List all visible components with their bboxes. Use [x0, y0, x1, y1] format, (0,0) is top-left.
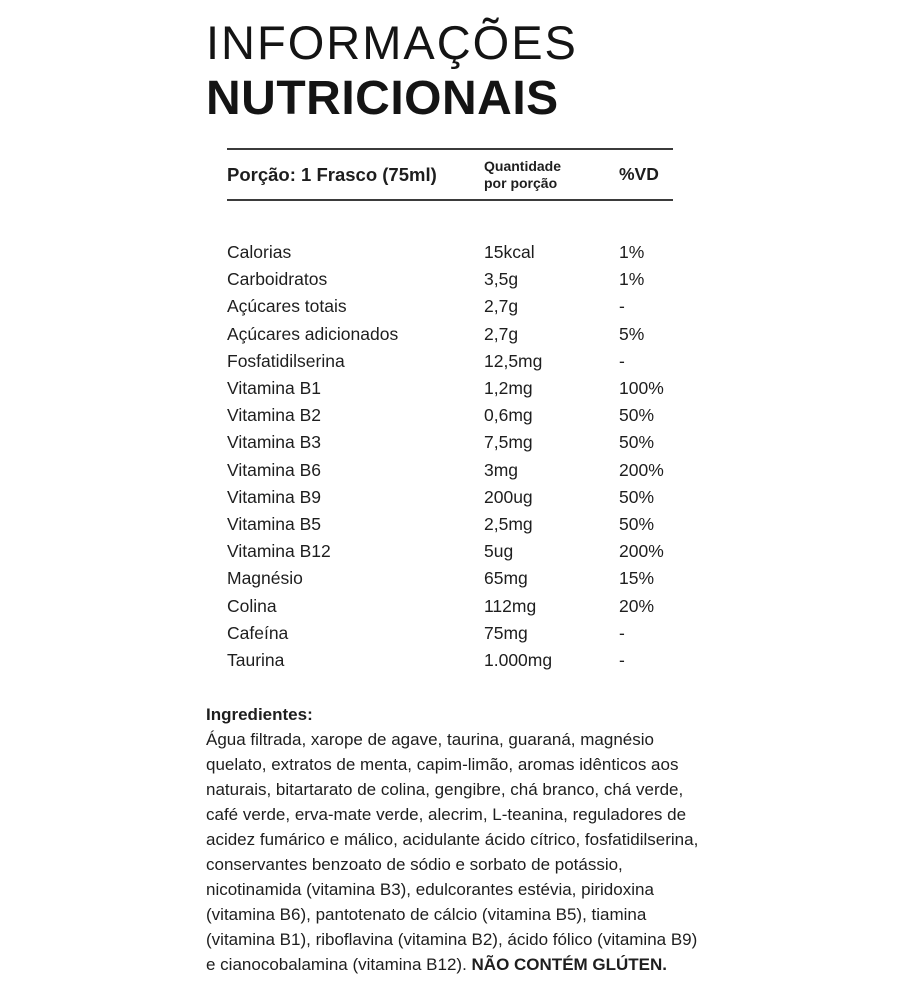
nutrient-daily-value: 5% — [619, 323, 645, 344]
nutrient-quantity: 1.000mg — [484, 649, 553, 670]
nutrient-daily-value: 1% — [619, 242, 645, 263]
nutrient-daily-value: - — [619, 350, 625, 371]
nutrient-name: Magnésio — [227, 568, 303, 589]
table-row — [227, 402, 673, 429]
nutrient-daily-value: 50% — [619, 432, 655, 453]
nutrient-daily-value: 200% — [619, 541, 664, 562]
table-header — [227, 148, 673, 201]
nutrient-daily-value: 50% — [619, 486, 655, 507]
nutrient-quantity: 1,2mg — [484, 378, 533, 399]
nutrient-daily-value: 100% — [619, 378, 664, 399]
nutrient-name: Vitamina B3 — [227, 432, 322, 453]
table-row — [227, 293, 673, 320]
table-row — [227, 375, 673, 402]
nutrient-quantity: 2,5mg — [484, 513, 533, 534]
nutrient-daily-value: - — [619, 622, 625, 643]
nutrient-name: Calorias — [227, 242, 292, 263]
nutrient-name: Açúcares totais — [227, 296, 347, 317]
nutrient-name: Cafeína — [227, 622, 289, 643]
table-row — [227, 620, 673, 647]
table-row — [227, 321, 673, 348]
ingredients-text: Água filtrada, xarope de agave, taurina, guaraná, magnésio quelato, extratos de menta, capim-limão, aromas idênticos aos naturais, bitartarato de colina, gengibre, chá branco, chá verde, café verde, erva-mate verde, alecrim, L-teanina, reguladores de acidez fumárico e málico, acidulante ácido cítrico, fosfatidilserina, conservantes benzoato de sódio e sorbato de potássio, nicotinamida (vitamina B3), edulcorantes estévia, piridoxina (vitamina B6), pantotenato de cálcio (vitamina B5), tiamina (vitamina B1), riboflavina (vitamina B2), ácido fólico (vitamina B9) e cianocobalamina (vitamina B12). — [206, 730, 699, 974]
nutrient-daily-value: 50% — [619, 513, 655, 534]
nutrient-daily-value: 1% — [619, 269, 645, 290]
label-content — [206, 15, 703, 977]
nutrient-name: Vitamina B6 — [227, 459, 322, 480]
table-row — [227, 565, 673, 592]
nutrient-name: Açúcares adicionados — [227, 323, 399, 344]
nutrient-daily-value: 200% — [619, 459, 664, 480]
ingredients-paragraph — [206, 727, 703, 977]
quantity-column-header — [484, 158, 619, 191]
nutrient-daily-value: - — [619, 296, 625, 317]
nutrient-quantity: 12,5mg — [484, 350, 543, 371]
nutrient-quantity: 2,7g — [484, 323, 519, 344]
table-row — [227, 592, 673, 619]
nutrient-quantity: 75mg — [484, 622, 528, 643]
nutrient-name: Vitamina B1 — [227, 378, 322, 399]
nutrient-daily-value: - — [619, 649, 625, 670]
nutrient-quantity: 3mg — [484, 459, 519, 480]
nutrient-quantity: 0,6mg — [484, 405, 533, 426]
nutrient-quantity: 3,5g — [484, 269, 519, 290]
nutrient-name: Vitamina B9 — [227, 486, 322, 507]
table-row — [227, 429, 673, 456]
table-row — [227, 239, 673, 266]
table-row — [227, 647, 673, 674]
quantity-header-line-2: por porção — [484, 174, 558, 191]
nutrient-name: Colina — [227, 595, 277, 616]
nutrient-quantity: 65mg — [484, 568, 528, 589]
table-row — [227, 457, 673, 484]
nutrient-name: Carboidratos — [227, 269, 328, 290]
nutrient-daily-value: 20% — [619, 595, 655, 616]
nutrient-name: Vitamina B2 — [227, 405, 322, 426]
table-row — [227, 266, 673, 293]
title-line-1: INFORMAÇÕES — [206, 16, 578, 69]
title-line-2: NUTRICIONAIS — [206, 72, 559, 125]
nutrient-name: Vitamina B12 — [227, 541, 331, 562]
table-row — [227, 348, 673, 375]
page-title — [206, 15, 703, 127]
nutrient-daily-value: 50% — [619, 405, 655, 426]
table-row — [227, 538, 673, 565]
ingredients-section — [206, 702, 703, 977]
nutrient-name: Taurina — [227, 649, 285, 670]
nutrient-daily-value: 15% — [619, 568, 655, 589]
nutrition-table — [227, 148, 673, 674]
quantity-header-line-1: Quantidade — [484, 158, 562, 174]
nutrient-quantity: 200ug — [484, 486, 533, 507]
table-body — [227, 239, 673, 674]
table-row — [227, 511, 673, 538]
gluten-free-notice: NÃO CONTÉM GLÚTEN. — [471, 955, 668, 974]
nutrient-quantity: 5ug — [484, 541, 514, 562]
nutrient-quantity: 112mg — [484, 595, 537, 616]
daily-value-column-header: %VD — [619, 164, 659, 184]
table-row — [227, 484, 673, 511]
portion-label: Porção: 1 Frasco (75ml) — [227, 163, 437, 185]
nutrient-name: Vitamina B5 — [227, 513, 322, 534]
nutrient-name: Fosfatidilserina — [227, 350, 345, 371]
ingredients-heading: Ingredientes: — [206, 705, 313, 724]
nutrient-quantity: 2,7g — [484, 296, 519, 317]
nutrient-quantity: 15kcal — [484, 242, 535, 263]
nutrient-quantity: 7,5mg — [484, 432, 533, 453]
